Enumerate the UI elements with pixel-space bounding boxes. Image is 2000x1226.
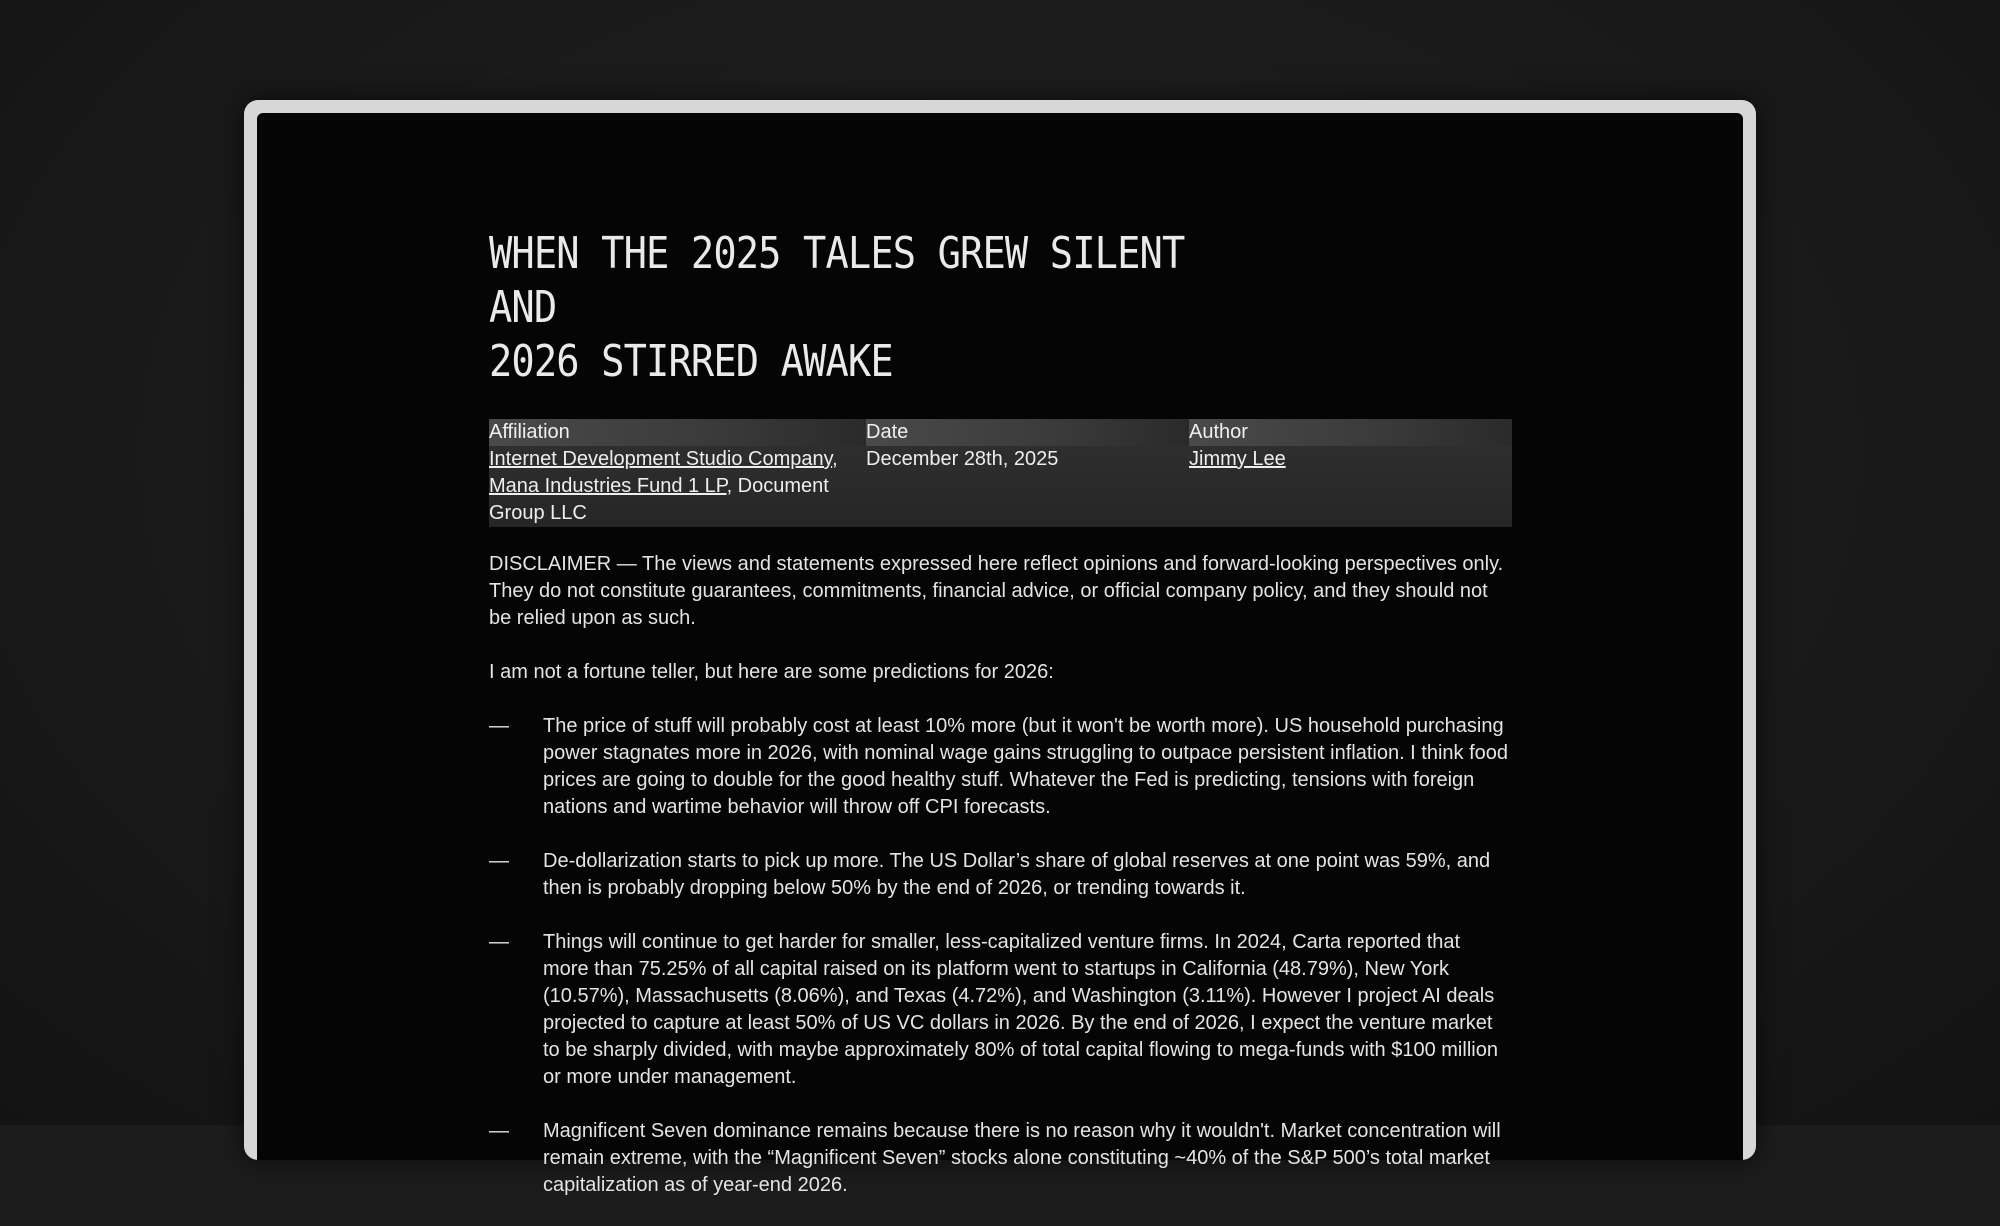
bullet-dash: — — [489, 1120, 509, 1142]
title-line-2: 2026 STIRRED AWAKE — [489, 336, 893, 387]
affiliation-value — [489, 446, 866, 527]
affiliation-column — [489, 419, 866, 527]
affiliation-rest: , Document Group LLC — [489, 475, 829, 524]
author-label: Author — [1189, 419, 1512, 446]
prediction-text: Things will continue to get harder for smaller, less-capitalized venture firms. In 2024, Carta reported that more than 75.25% of all capital raised on its platform went to startups in California (48.79%), New York (10.57%), Massachusetts (8.06%), and Texas (4.72%), and Washington (3.11%). However I project AI deals projected to capture at least 50% of US VC dollars in 2026. By the end of 2026, I expect the venture market to be sharply divided, with maybe approximately 80% of total capital flowing to mega-funds with $100 million or more under management. — [543, 931, 1498, 1088]
list-item — [489, 929, 1511, 1091]
prediction-text: The price of stuff will probably cost at least 10% more (but it won't be worth more). US household purchasing power stagnates more in 2026, with nominal wage gains struggling to outpace persistent inflation. I think food prices are going to double for the good healthy stuff. Whatever the Fed is predicting, tensions with foreign nations and wartime behavior will throw off CPI forecasts. — [543, 715, 1509, 818]
list-item — [489, 848, 1511, 902]
author-column — [1189, 419, 1512, 527]
date-value: December 28th, 2025 — [866, 446, 1189, 527]
date-label: Date — [866, 419, 1189, 446]
list-item — [489, 1118, 1511, 1199]
date-column — [866, 419, 1189, 527]
page-title — [489, 227, 1211, 389]
affiliation-label: Affiliation — [489, 419, 866, 446]
intro-paragraph: I am not a fortune teller, but here are some predictions for 2026: — [489, 661, 1054, 683]
author-value — [1189, 446, 1512, 527]
bullet-dash: — — [489, 715, 509, 737]
document-content — [489, 227, 1511, 1226]
affiliation-separator: , — [832, 448, 838, 470]
prediction-text: De-dollarization starts to pick up more. The US Dollar’s share of global reserves at one point was 59%, and then is probably dropping below 50% by the end of 2026, or trending towards it. — [543, 850, 1491, 899]
affiliation-link-ideo[interactable]: Internet Development Studio Company — [489, 448, 833, 470]
disclaimer: DISCLAIMER — The views and statements expressed here reflect opinions and forward-looking perspectives only. They do not constitute guarantees, commitments, financial advice, or official company policy, and they should not be relied upon as such. — [489, 553, 1504, 629]
prediction-text: Magnificent Seven dominance remains because there is no reason why it wouldn't. Market concentration will remain extreme, with the “Magnificent Seven” stocks alone constituting ~40% of the S&P 500’s total market capitalization as of year-end 2026. — [543, 1120, 1501, 1196]
list-item — [489, 713, 1511, 821]
predictions-list — [489, 713, 1511, 1199]
monitor-frame — [244, 100, 1756, 1196]
bullet-dash: — — [489, 931, 509, 953]
author-link[interactable]: Jimmy Lee — [1189, 448, 1286, 470]
affiliation-link-mana[interactable]: Mana Industries Fund 1 LP — [489, 475, 727, 497]
metadata-table — [489, 419, 1511, 527]
screen — [257, 113, 1743, 1196]
title-line-1: WHEN THE 2025 TALES GREW SILENT AND — [489, 228, 1185, 333]
bullet-dash: — — [489, 850, 509, 872]
